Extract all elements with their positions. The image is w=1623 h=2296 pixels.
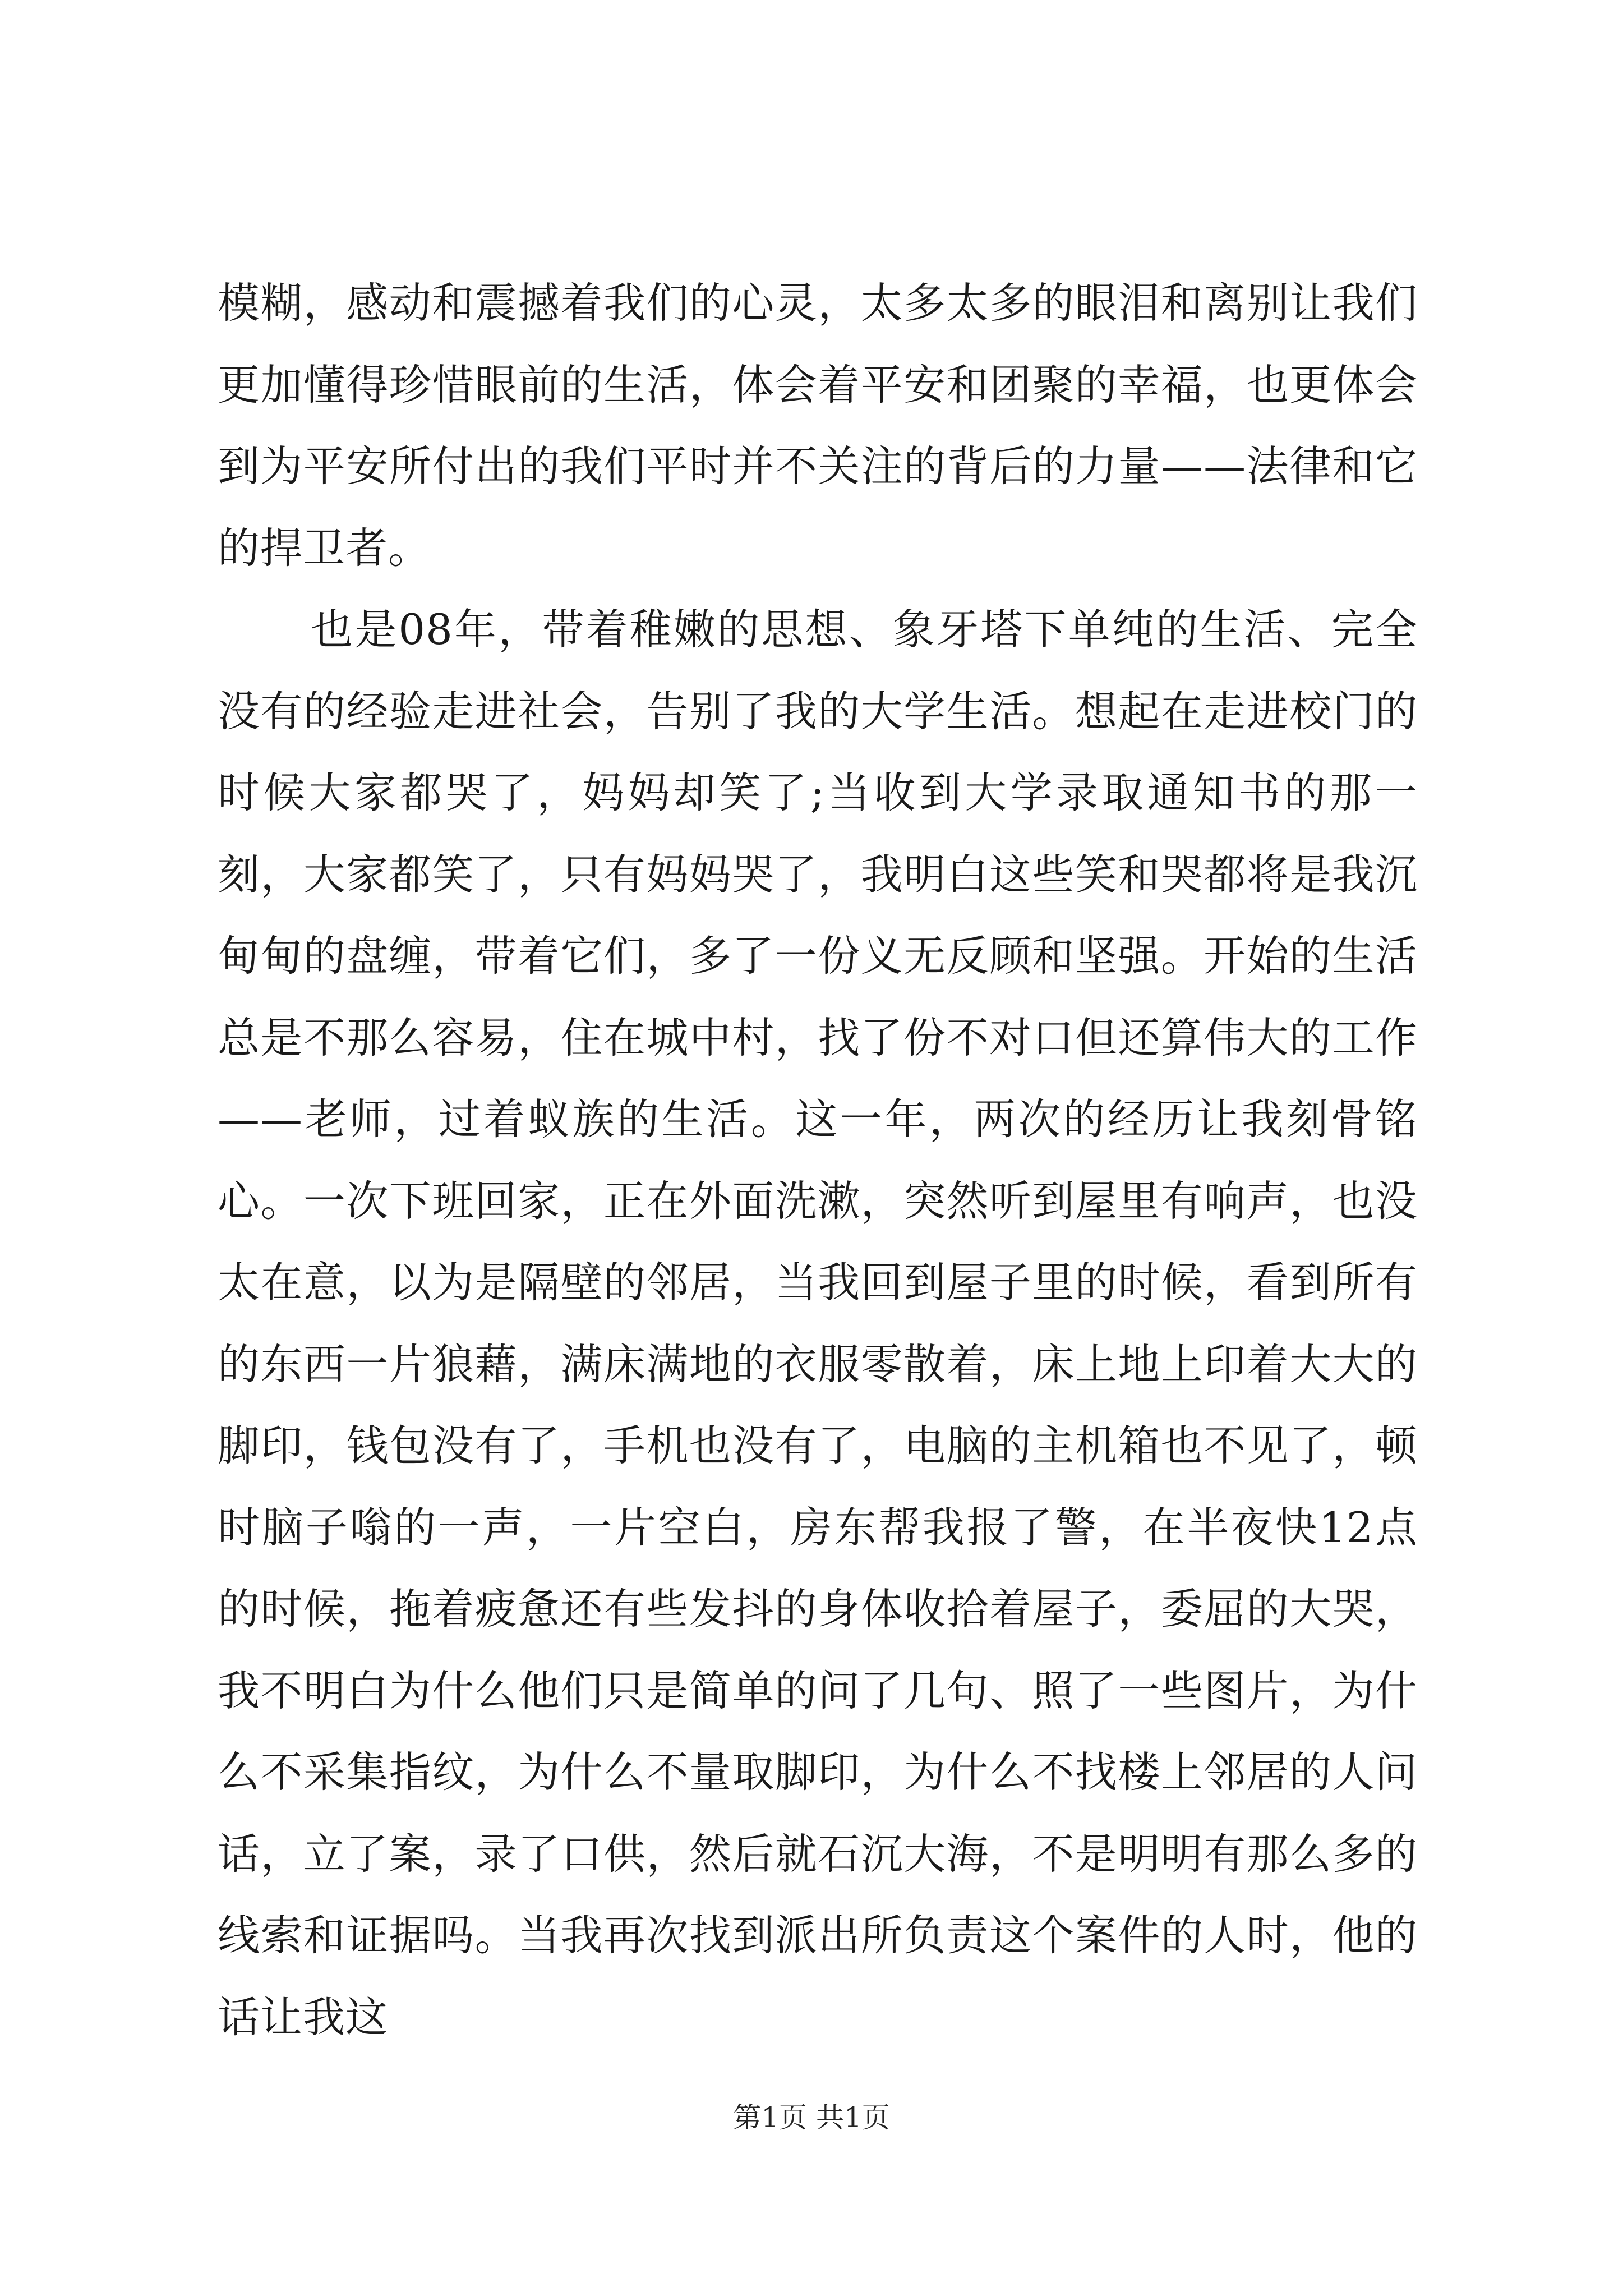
page-footer: 第1页 共1页: [733, 2101, 890, 2134]
paragraph-2: 也是08年，带着稚嫩的思想、象牙塔下单纯的生活、完全没有的经验走进社会，告别了我的大学生活。想起在走进校门的时候大家都哭了，妈妈却笑了;当收到大学录取通知书的那一刻，大家都笑了，只有妈妈哭了，我明白这些笑和哭都将是我沉甸甸的盘缠，带着它们，多了一份义无反顾和坚强。开始的生活总是不那么容易，住在城中村，找了份不对口但还算伟大的工作——老师，过着蚁族的生活。这一年，两次的经历让我刻骨铭心。一次下班回家，正在外面洗漱，突然听到屋里有响声，也没太在意，以为是隔壁的邻居，当我回到屋子里的时候，看到所有的东西一片狼藉，满床满地的衣服零散着，床上地上印着大大的脚印，钱包没有了，手机也没有了，电脑的主机箱也不见了，顿时脑子嗡的一声，一片空白，房东帮我报了警，在半夜快12点的时候，拖着疲惫还有些发抖的身体收拾着屋子，委屈的大哭，我不明白为什么他们只是简单的问了几句、照了一些图片，为什么不采集指纹，为什么不量取脚印，为什么不找楼上邻居的人问话，立了案，录了口供，然后就石沉大海，不是明明有那么多的线索和证据吗。当我再次找到派出所负责这个案件的人时，他的话让我这: [218, 605, 1418, 2042]
paragraph-1: 模糊，感动和震撼着我们的心灵，太多太多的眼泪和离别让我们更加懂得珍惜眼前的生活，体会着平安和团聚的幸福，也更体会到为平安所付出的我们平时并不关注的背后的力量——法律和它的捍卫者。: [218, 278, 1418, 573]
document-body: [218, 263, 1418, 2058]
